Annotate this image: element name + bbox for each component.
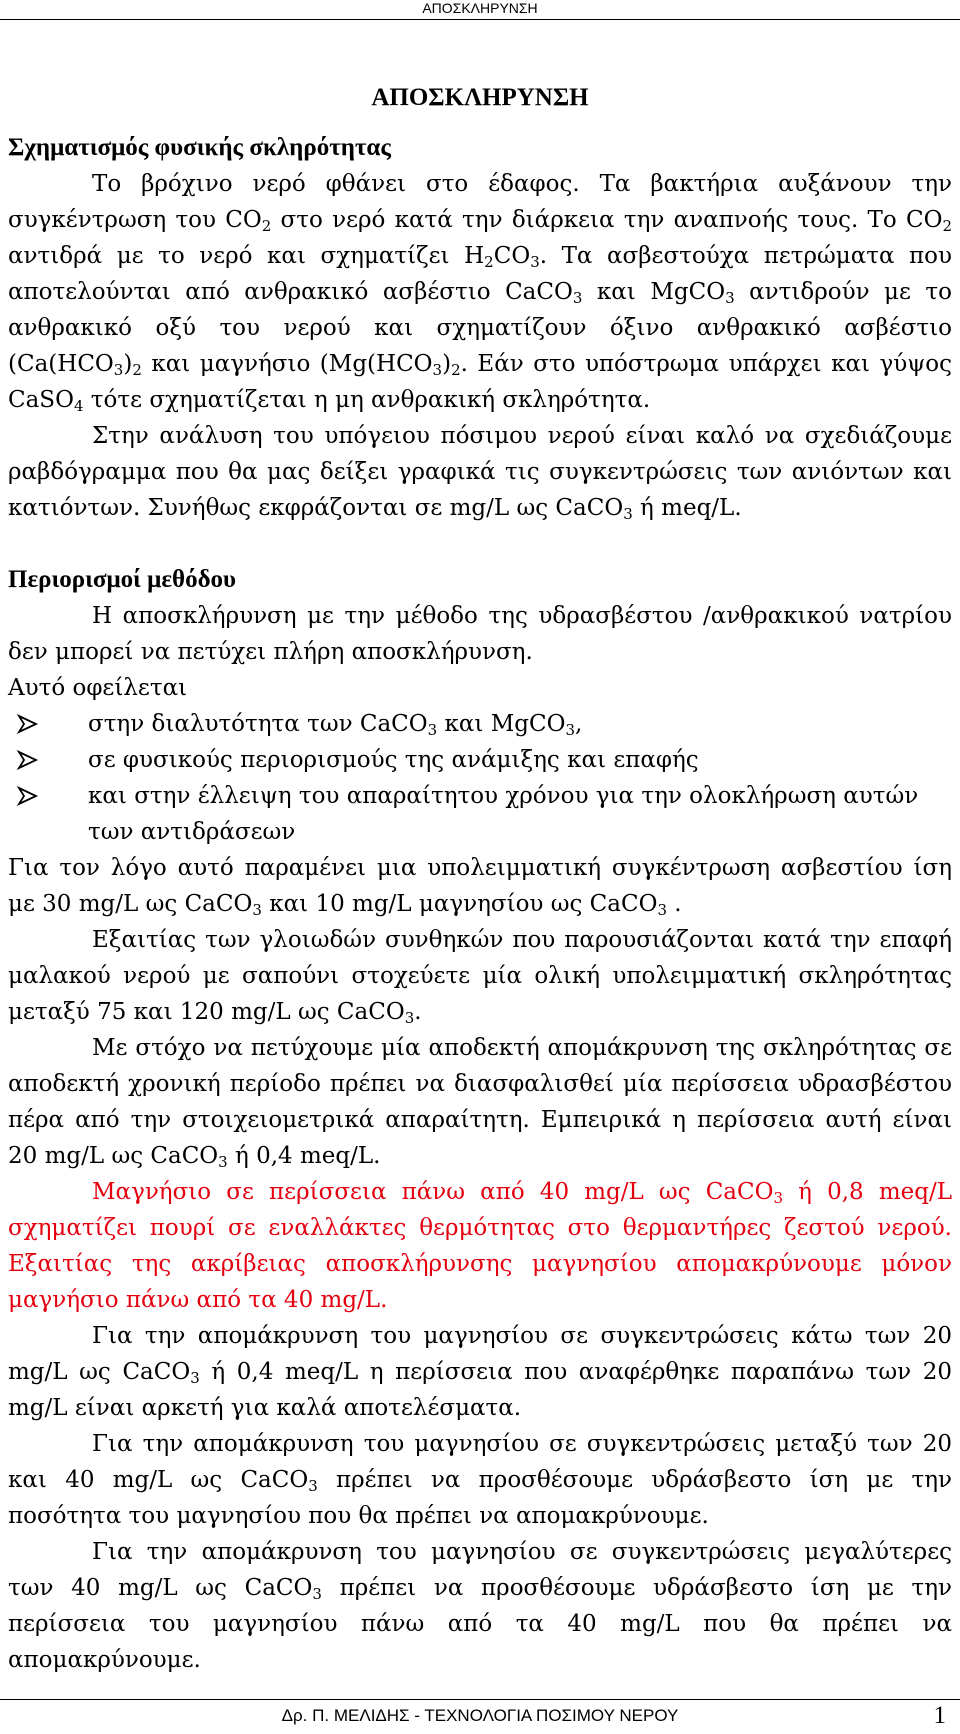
paragraph-limits-intro: Η αποσκλήρυνση με την μέθοδο της υδρασβέστου /ανθρακικού νατρίου δεν μπορεί να πετύχει πλήρη αποσκλήρυνση. bbox=[8, 603, 952, 665]
paragraph-magnesium-warning: Μαγνήσιο σε περίσσεια πάνω από 40 mg/L ως CaCO$_3$ ή 0,8 meq/L σχηματίζει πουρί σε εναλλάκτες θερμότητας στο θερμαντήρες ζεστού νερού. Εξαιτίας της ακρίβειας αποσκλήρυνσης μαγνησίου απομακρύνουμε μόνον μαγνήσιο πάνω από τα 40 mg/L. bbox=[8, 1179, 952, 1313]
header-divider bbox=[0, 19, 960, 20]
reasons-list bbox=[8, 706, 952, 850]
paragraph-groundwater-analysis: Στην ανάλυση του υπόγειου πόσιμου νερού είναι καλό να σχεδιάζουμε ραβδόγραμμα που θα μας δείξει γραφικά τις συγκεντρώσεις των ανιόντων και κατιόντων. Συνήθως εκφράζονται σε mg/L ως CaCO$_3$ ή meq/L. bbox=[8, 423, 952, 523]
page-title: ΑΠΟΣΚΛΗΡΥΝΣΗ bbox=[371, 84, 589, 111]
paragraph-mg-20-to-40: Για την απομάκρυνση του μαγνησίου σε συγκεντρώσεις μεταξύ των 20 και 40 mg/L ως CaCO$_3$ πρέπει να προσθέσουμε υδράσβεστο ίση με την ποσότητα του μαγνησίου που θα πρέπει να απομακρύνουμε. bbox=[8, 1431, 952, 1529]
list-item: και στην έλλειψη του απαραίτητου χρόνου για την ολοκλήρωση αυτών των αντιδράσεων bbox=[8, 778, 952, 850]
page-footer bbox=[0, 1696, 960, 1734]
section-spacer bbox=[8, 526, 952, 562]
arrow-bullet-icon bbox=[16, 706, 40, 742]
running-header-title: ΑΠΟΣΚΛΗΡΥΝΣΗ bbox=[422, 0, 538, 16]
paragraph-residual-concentration: Για τον λόγο αυτό παραμένει μια υπολειμματική συγκέντρωση ασβεστίου ίση με 30 mg/L ως CaCO$_3$ και 10 mg/L μαγνησίου ως CaCO$_3$ . bbox=[8, 855, 952, 919]
paragraph-lime-excess: Με στόχο να πετύχουμε μία αποδεκτή απομάκρυνση της σκληρότητας σε αποδεκτή χρονική περίοδο πρέπει να διασφαλισθεί μία περίσσεια υδρασβέστου πέρα από την στοιχειομετρικά απαραίτητη. Εμπειρικά η περίσσεια αυτή είναι 20 mg/L ως CaCO$_3$ ή 0,4 meq/L. bbox=[8, 1035, 952, 1171]
page-number: 1 bbox=[933, 1702, 946, 1729]
paragraph-mg-above-40: Για την απομάκρυνση του μαγνησίου σε συγκεντρώσεις μεγαλύτερες των 40 mg/L ως CaCO$_3$ πρέπει να προσθέσουμε υδράσβεστο ίση με την περίσσεια του μαγνησίου πάνω από τα 40 mg/L που θα πρέπει να απομακρύνουμε. bbox=[8, 1539, 952, 1673]
footer-author: Δρ. Π. ΜΕΛΙΔΗΣ - ΤΕΧΝΟΛΟΓΙΑ ΠΟΣΙΜΟΥ ΝΕΡΟΥ bbox=[281, 1706, 679, 1725]
paragraph-soap-contact: Εξαιτίας των γλοιωδών συνθηκών που παρουσιάζονται κατά την επαφή μαλακού νερού με σαπούνι στοχεύετε μία ολική υπολειμματική σκληρότητας μεταξύ 75 και 120 mg/L ως CaCO$_3$. bbox=[8, 927, 952, 1027]
arrow-bullet-icon bbox=[16, 778, 40, 814]
section-heading-method-limits: Περιορισμοί μεθόδου bbox=[8, 566, 237, 593]
list-item: σε φυσικούς περιορισμούς της ανάμιξης και επαφής bbox=[8, 742, 952, 778]
footer-divider bbox=[0, 1699, 960, 1700]
paragraph-mg-below-20: Για την απομάκρυνση του μαγνησίου σε συγκεντρώσεις κάτω των 20 mg/L ως CaCO$_3$ ή 0,4 meq/L η περίσσεια που αναφέρθηκε παραπάνω των 20 mg/L είναι αρκετή για καλά αποτελέσματα. bbox=[8, 1323, 952, 1421]
paragraph-due-to: Αυτό οφείλεται bbox=[8, 675, 188, 701]
paragraph-hardness-formation: Το βρόχινο νερό φθάνει στο έδαφος. Τα βακτήρια αυξάνουν την συγκέντρωση του $CO_2$ στο νερό κατά την διάρκεια την αναπνοής τους. Το $CO_2$ αντιδρά με το νερό και σχηματίζει $H_2CO_3$. Τα ασβεστούχα πετρώματα που αποτελούνται από ανθρακικό ασβέστιο CaCO$_3$ και MgCO$_3$ αντιδρούν με το ανθρακικό οξύ του νερού και σχηματίζουν όξινο ανθρακικό ασβέστιο ($Ca(HCO_3)_2$ και μαγνήσιο ($Mg(HCO_3)_2$. Εάν στο υπόστρωμα υπάρχει και γύψος CaSO$_4$ τότε σχηματίζεται η μη ανθρακική σκληρότητα. bbox=[8, 171, 952, 415]
arrow-bullet-icon bbox=[16, 742, 40, 778]
section-heading-natural-hardness: Σχηματισμός φυσικής σκληρότητας bbox=[8, 134, 391, 161]
list-item: στην διαλυτότητα των CaCO$_3$ και MgCO$_3$, bbox=[8, 706, 952, 742]
document-body bbox=[8, 60, 952, 1678]
